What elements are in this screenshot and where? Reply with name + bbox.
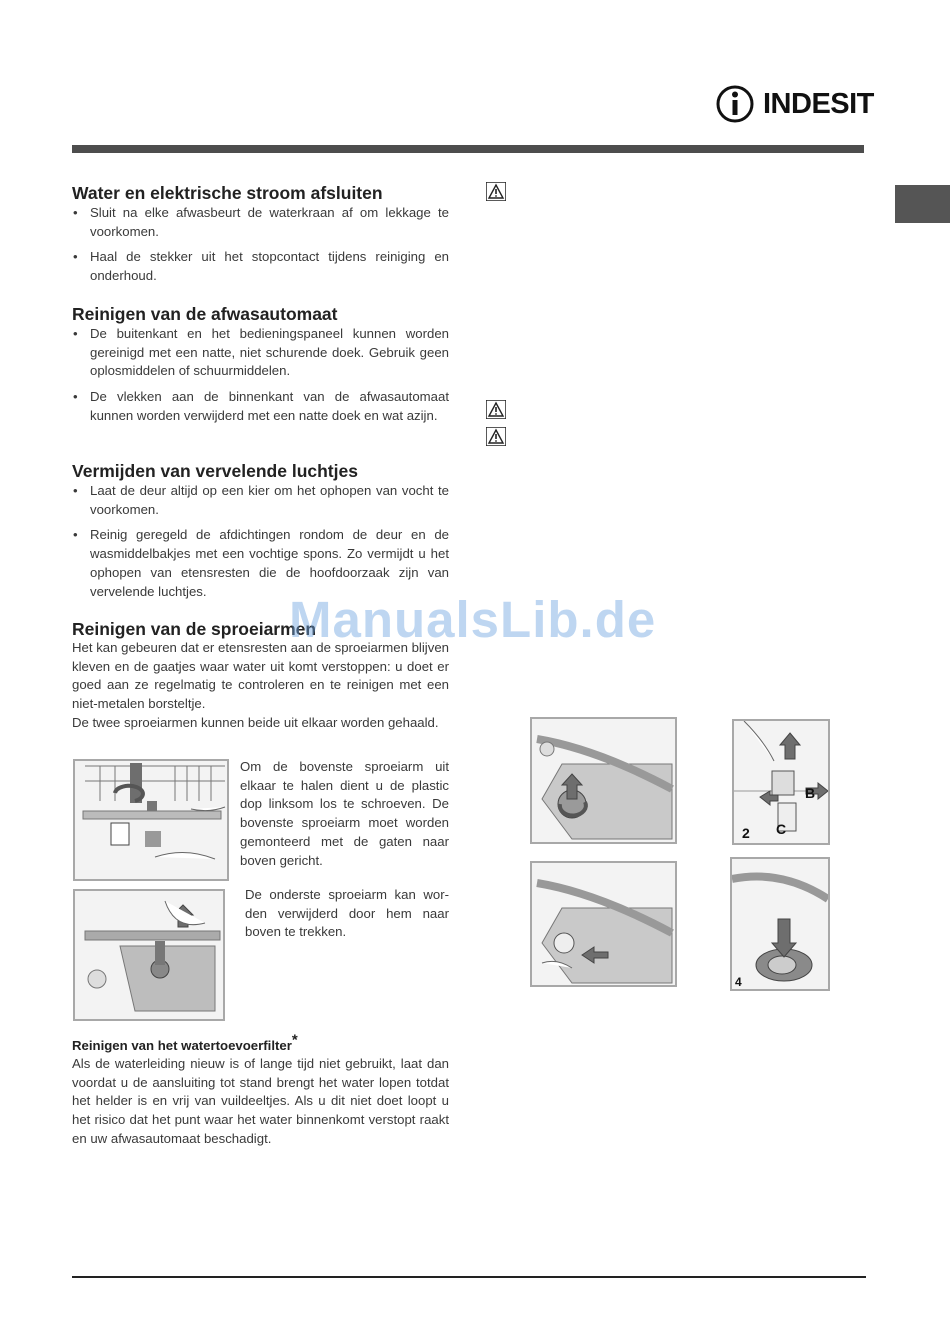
paragraph: De twee sproeiarmen kunnen beide uit elkaar worden gehaald. <box>72 714 439 730</box>
footer-rule <box>72 1276 866 1278</box>
language-tab <box>895 185 950 223</box>
section-title: Vermijden van vervelende luchtjes <box>72 461 358 481</box>
list-item: • Sluit na elke afwasbeurt de waterkraan af om lekkage te voorkomen. <box>72 204 449 241</box>
lower-sprayarm-illustration <box>73 889 225 1021</box>
watermark: ManualsLib.de <box>289 591 657 648</box>
warning-icon <box>486 400 506 419</box>
section-subtitle: Reinigen van het watertoevoerfilter* <box>72 1031 298 1053</box>
lower-sprayarm-text: De onderste sproeiarm kan wor-den verwijderd door hem naar boven te trekken. <box>245 887 449 940</box>
list-item: • Reinig geregeld de afdichtingen rondom de deur en de wasmiddelbakjes met een vochtige spons. Zo vermijdt u het ophopen van etensresten die de hoofdoorzaak zijn van vervelende luchtjes. <box>72 526 449 601</box>
paragraph: Als de waterleiding nieuw is of lange tijd niet gebruikt, laat dan voordat u de aansluiting tot stand brengt het water lopen totdat het helder is en vrij van vuildeeltjes. Als u dit niet doet loopt u het risico dat het punt waar het water binnenkomt verstopt raakt en uw afwasautomaat beschadigt. <box>72 1056 449 1146</box>
figure-number: 2 <box>742 825 750 841</box>
section-title: Reinigen van de afwasautomaat <box>72 304 338 324</box>
part-label-c: C <box>776 821 787 837</box>
header-bar <box>72 145 864 153</box>
logo-text: INDESIT <box>763 88 874 120</box>
bullet-list <box>72 325 449 426</box>
section-title: Reinigen van de sproeiarmen <box>72 619 317 639</box>
bullet-list <box>72 204 449 286</box>
section-title: Water en elektrische stroom afsluiten <box>72 183 383 203</box>
warning-icon <box>486 427 506 446</box>
logo-circle-icon <box>715 84 759 124</box>
part-label-b: B <box>805 785 816 801</box>
list-item: • Laat de deur altijd op een kier om het ophopen van vocht te voorkomen. <box>72 482 449 519</box>
upper-sprayarm-text: Om de bovenste sproeiarm uit elkaar te halen dient u de plastic dop linksom los te schroeven. De bovenste sproeiarm moet worden gemonteerd met de gaten naar boven gericht. <box>240 759 449 868</box>
filter-illustration-2 <box>732 719 830 845</box>
list-item: • De vlekken aan de binnenkant van de afwasautomaat kunnen worden verwijderd met een natte doek en wat azijn. <box>72 388 449 425</box>
filter-illustration-4 <box>730 857 830 991</box>
section-odors <box>72 461 449 608</box>
figure-number: 4 <box>735 975 742 989</box>
bullet-list <box>72 482 449 601</box>
filter-illustration-1 <box>530 717 677 844</box>
section-cleaning <box>72 304 449 433</box>
indesit-logo <box>715 84 874 124</box>
upper-sprayarm-illustration <box>73 759 229 881</box>
section-filter <box>72 1031 449 1149</box>
filter-illustration-3 <box>530 861 677 987</box>
paragraph: Het kan gebeuren dat er etensresten aan de sproeiarmen blijven kleven en de gaatjes waar water uit komt verstoppen: u doet er goed aan ze regelmatig te controleren en te reinigen met een niet-metalen borsteltje. <box>72 640 449 712</box>
warning-icon <box>486 182 506 201</box>
section-water <box>72 183 449 293</box>
list-item: • De buitenkant en het bedieningspaneel kunnen worden gereinigd met een natte, niet schurende doek. Gebruik geen oplosmiddelen of schuurmiddelen. <box>72 325 449 381</box>
list-item: • Haal de stekker uit het stopcontact tijdens reiniging en onderhoud. <box>72 248 449 285</box>
